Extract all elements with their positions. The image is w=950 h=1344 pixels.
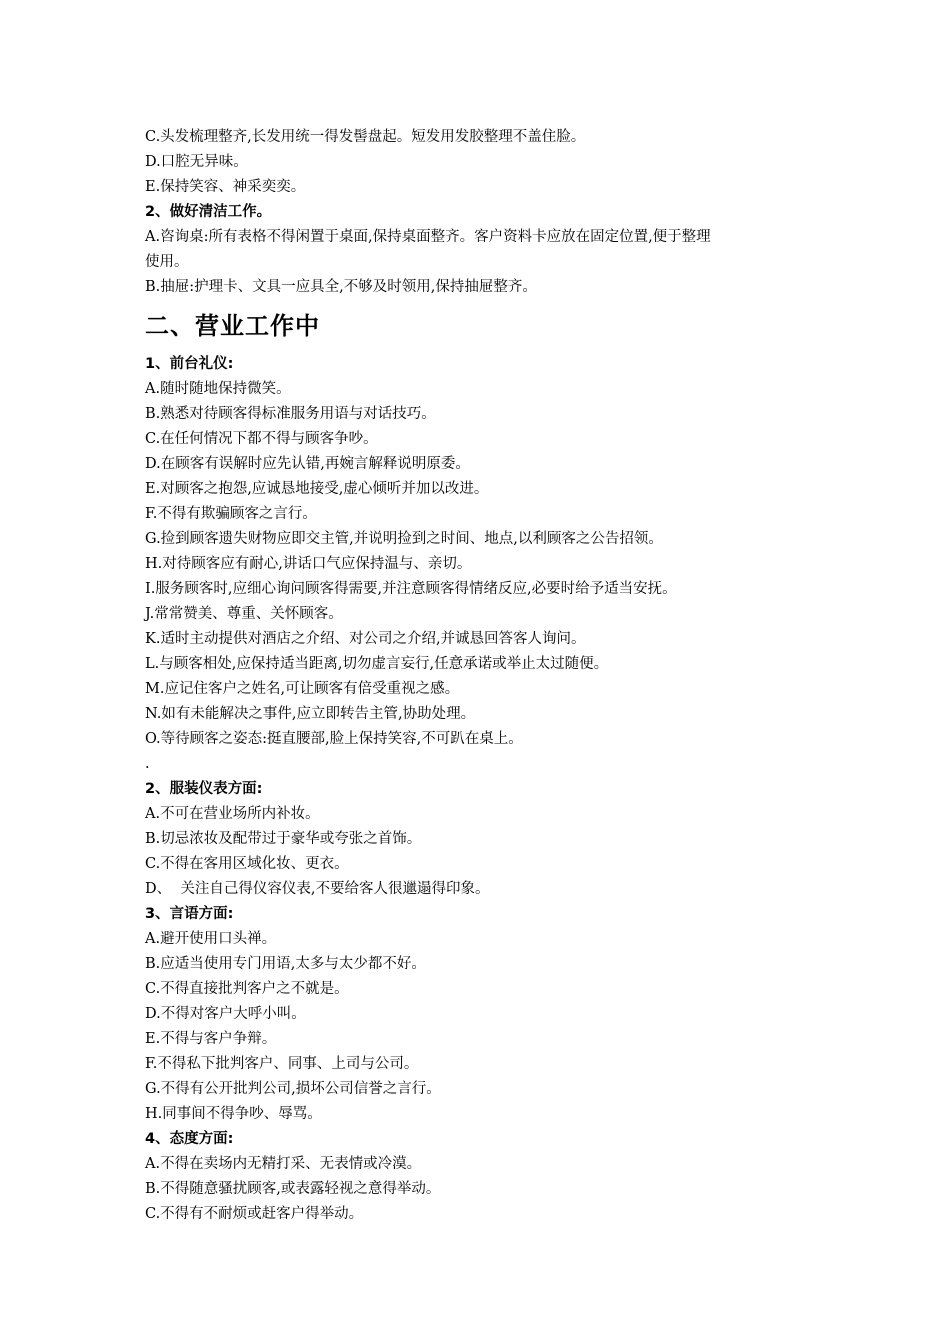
list-item: C.在任何情况下都不得与顾客争吵。 (145, 431, 378, 447)
list-item: A.避开使用口头禅。 (145, 931, 277, 947)
list-item: B.不得随意骚扰顾客,或表露轻视之意得举动。 (145, 1181, 441, 1197)
list-item: E.不得与客户争辩。 (145, 1031, 277, 1047)
list-item: D、 关注自己得仪容仪表,不要给客人很邋遢得印象。 (145, 881, 490, 897)
list-item: M.应记住客户之姓名,可让顾客有倍受重视之感。 (145, 681, 460, 697)
list-item: J.常常赞美、尊重、关怀顾客。 (145, 606, 343, 622)
heading-cleaning: 2、做好清洁工作。 (145, 204, 272, 220)
section-title: 二、营业工作中 (145, 312, 320, 340)
list-item: D.在顾客有误解时应先认错,再婉言解释说明原委。 (145, 456, 470, 472)
paragraph-hair: C.头发梳理整齐,长发用统一得发髻盘起。短发用发胶整理不盖住脸。 (145, 129, 586, 145)
list-item: C.不得直接批判客户之不就是。 (145, 981, 349, 997)
paragraph-smile: E.保持笑容、神采奕奕。 (145, 179, 306, 195)
paragraph-desk-line2: 使用。 (145, 254, 189, 270)
heading-front-desk: 1、前台礼仪: (145, 356, 234, 372)
list-item: C.不得有不耐烦或赶客户得举动。 (145, 1206, 364, 1222)
heading-attire: 2、服装仪表方面: (145, 781, 263, 797)
list-item: H.同事间不得争吵、辱骂。 (145, 1106, 322, 1122)
paragraph-drawer: B.抽屉:护理卡、文具一应具全,不够及时领用,保持抽屉整齐。 (145, 279, 537, 295)
list-item: L.与顾客相处,应保持适当距离,切勿虚言妄行,任意承诺或举止太过随便。 (145, 656, 609, 672)
list-item: N.如有未能解决之事件,应立即转告主管,协助处理。 (145, 706, 476, 722)
list-item: A.随时随地保持微笑。 (145, 381, 291, 397)
list-item: A.不可在营业场所内补妆。 (145, 806, 320, 822)
list-item: C.不得在客用区域化妆、更衣。 (145, 856, 349, 872)
list-item: F.不得私下批判客户、同事、上司与公司。 (145, 1056, 419, 1072)
list-item: K.适时主动提供对酒店之介绍、对公司之介绍,并诚恳回答客人询问。 (145, 631, 586, 647)
list-item: O.等待顾客之姿态:挺直腰部,脸上保持笑容,不可趴在桌上。 (145, 731, 523, 747)
stray-dot: . (145, 756, 150, 772)
paragraph-desk-line1: A.咨询桌:所有表格不得闲置于桌面,保持桌面整齐。客户资料卡应放在固定位置,便于整理 (145, 229, 711, 245)
list-item: G.捡到顾客遗失财物应即交主管,并说明捡到之时间、地点,以利顾客之公告招领。 (145, 531, 663, 547)
document-page (145, 125, 825, 1227)
paragraph-mouth: D.口腔无异味。 (145, 154, 248, 170)
list-item: H.对待顾客应有耐心,讲话口气应保持温与、亲切。 (145, 556, 472, 572)
list-item: A.不得在卖场内无精打采、无表情或冷漠。 (145, 1156, 422, 1172)
list-item: D.不得对客户大呼小叫。 (145, 1006, 306, 1022)
list-item: F.不得有欺骗顾客之言行。 (145, 506, 317, 522)
list-item: B.应适当使用专门用语,太多与太少都不好。 (145, 956, 426, 972)
list-item: G.不得有公开批判公司,损坏公司信誉之言行。 (145, 1081, 441, 1097)
heading-speech: 3、言语方面: (145, 906, 234, 922)
list-item: B.切忌浓妆及配带过于豪华或夸张之首饰。 (145, 831, 422, 847)
list-item: I.服务顾客时,应细心询问顾客得需要,并注意顾客得情绪反应,必要时给予适当安抚。 (145, 581, 677, 597)
list-item: B.熟悉对待顾客得标准服务用语与对话技巧。 (145, 406, 436, 422)
list-item: E.对顾客之抱怨,应诚恳地接受,虚心倾听并加以改进。 (145, 481, 489, 497)
heading-attitude: 4、态度方面: (145, 1131, 234, 1147)
